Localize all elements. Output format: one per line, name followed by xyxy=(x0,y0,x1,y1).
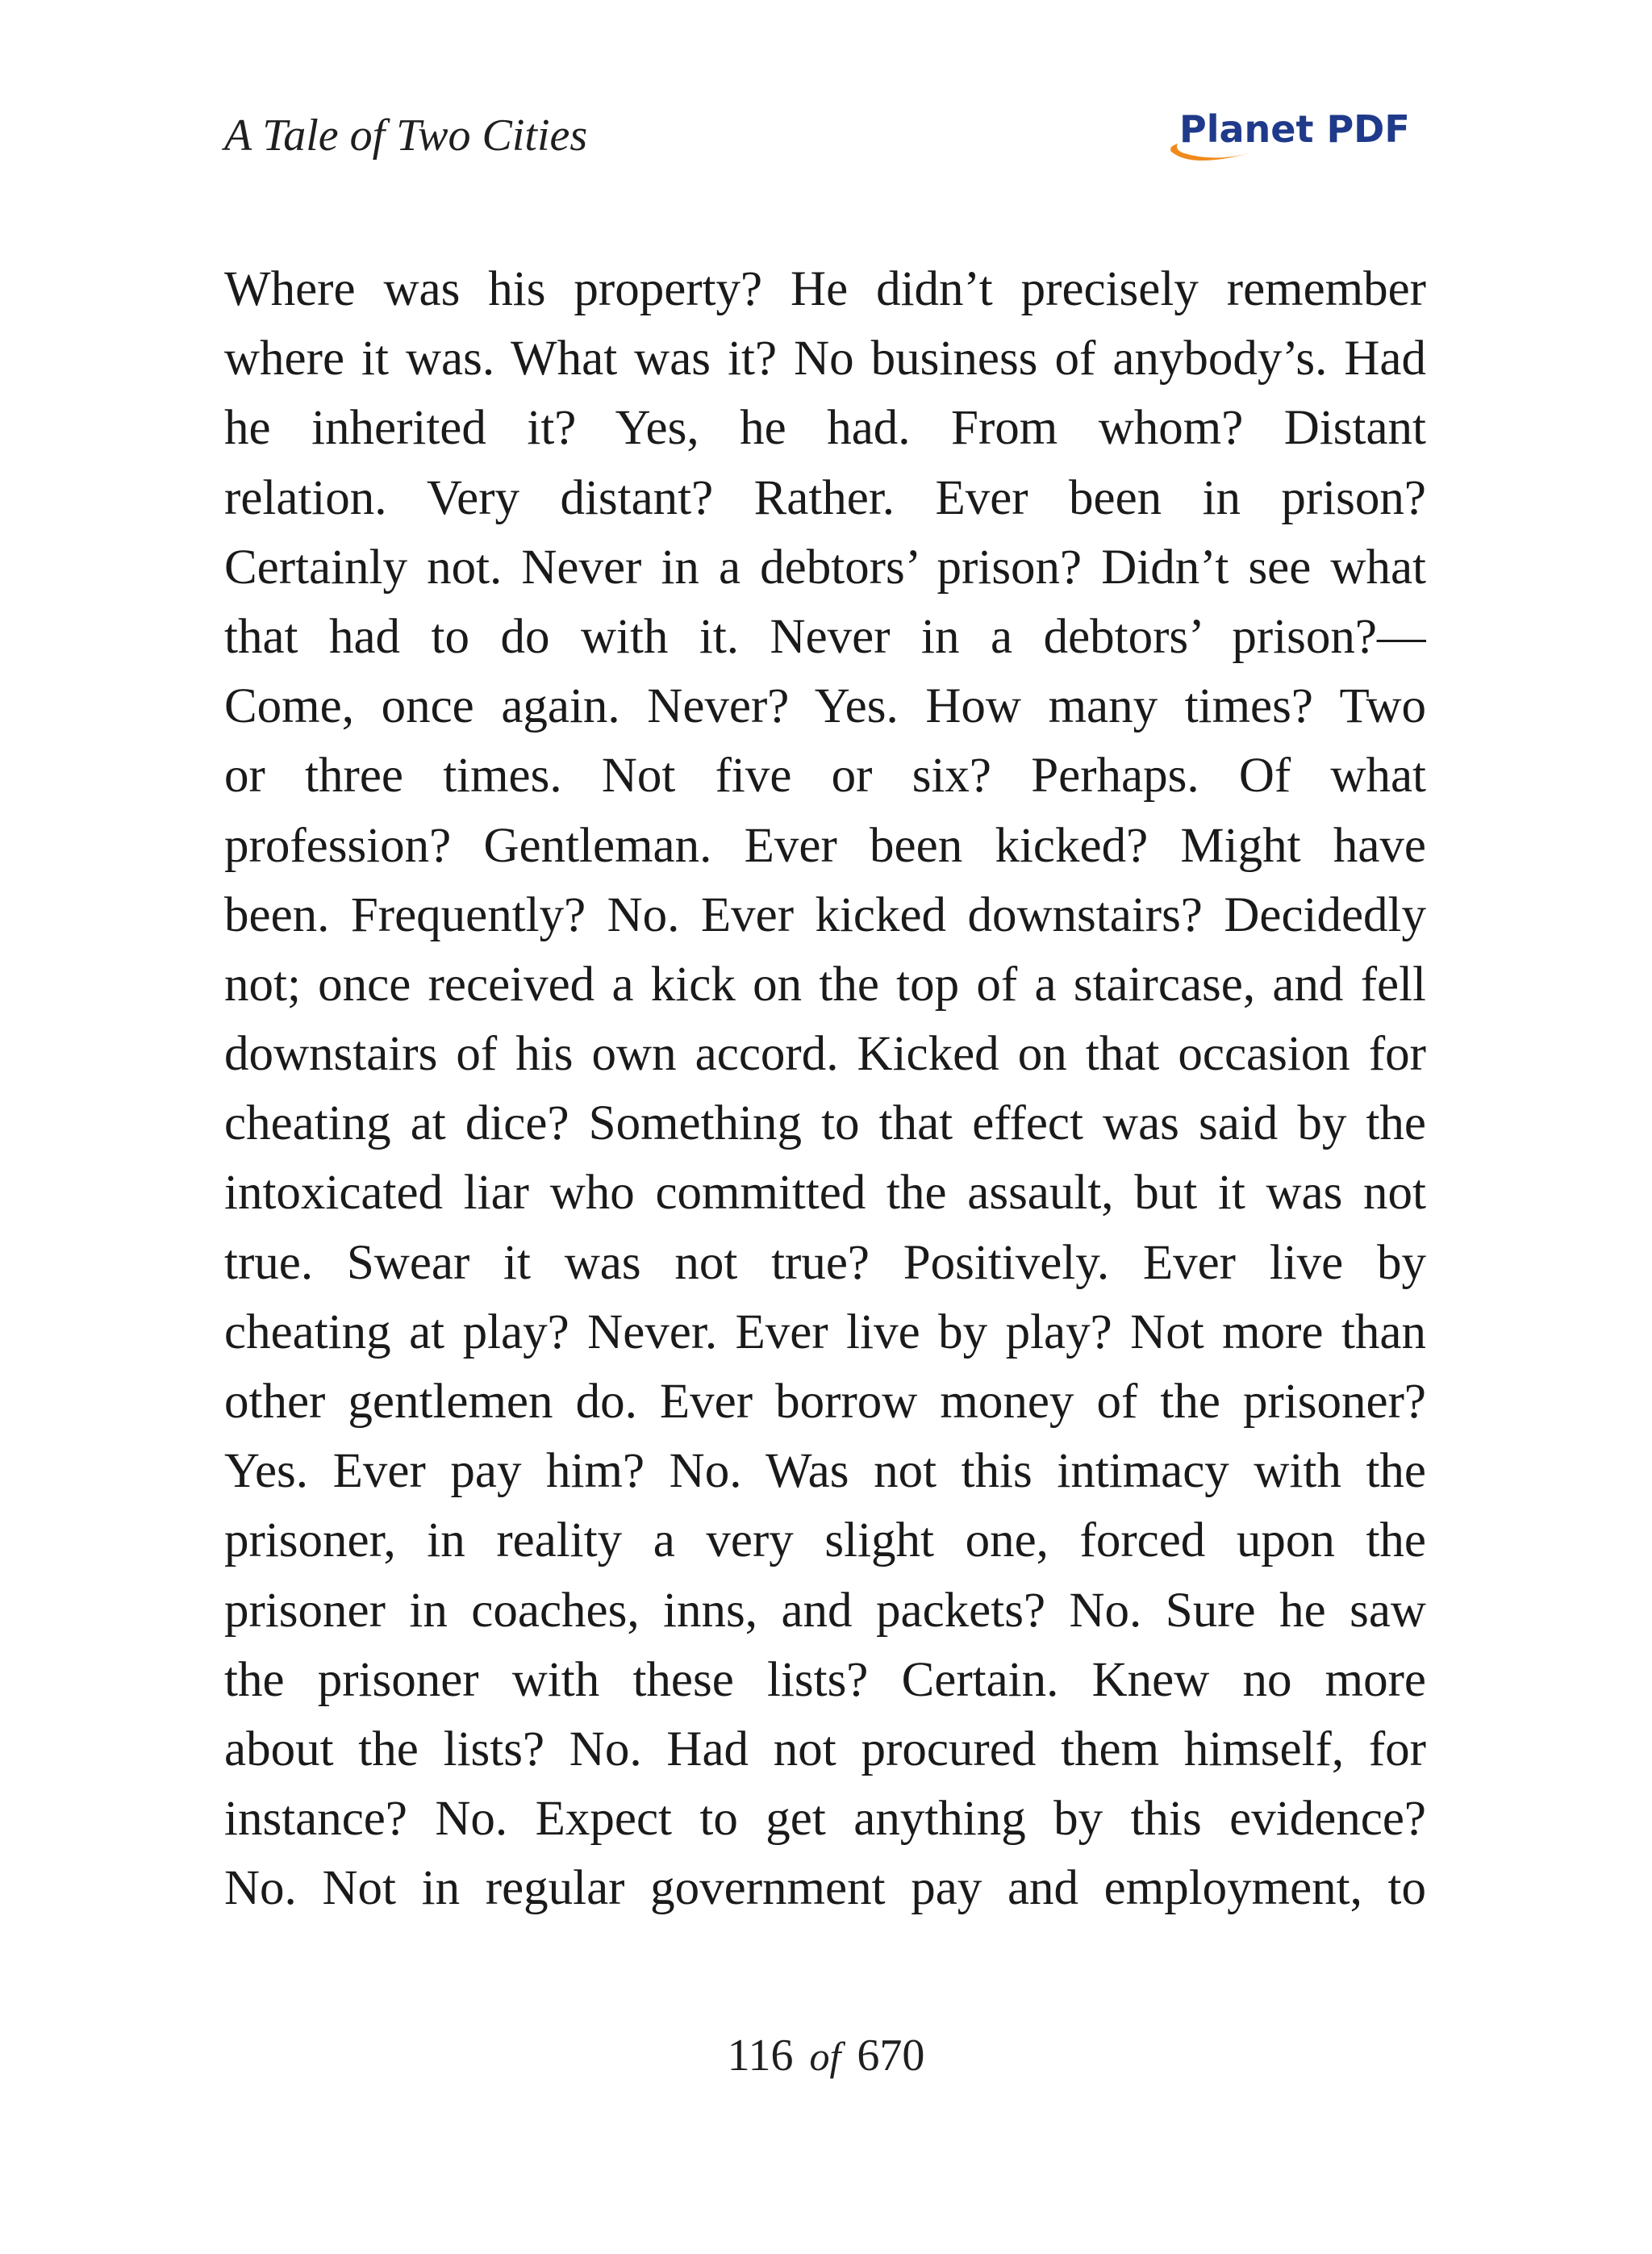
text-line: Yes. Ever pay him? No. Was not this intimacy with the xyxy=(224,1444,1426,1499)
text-line: intoxicated liar who committed the assault, but it was not xyxy=(224,1166,1426,1221)
current-page: 116 xyxy=(727,2031,794,2081)
text-line: cheating at play? Never. Ever live by play? Not more than xyxy=(224,1304,1426,1359)
page-of-label: of xyxy=(809,2034,841,2079)
text-line: profession? Gentleman. Ever been kicked? Might have xyxy=(224,818,1426,873)
text-line: or three times. Not five or six? Perhaps. Of what xyxy=(224,749,1426,804)
page-header xyxy=(224,103,1426,176)
planet-pdf-logo-icon xyxy=(1160,102,1426,166)
book-title: A Tale of Two Cities xyxy=(224,111,588,161)
text-line: prisoner, in reality a very slight one, forced upon the xyxy=(224,1513,1426,1568)
text-line: that had to do with it. Never in a debtors’ prison?— xyxy=(224,609,1426,664)
logo-text: Planet PDF xyxy=(1179,107,1410,151)
text-line: been. Frequently? No. Ever kicked downstairs? Decidedly xyxy=(224,887,1426,942)
text-line: other gentlemen do. Ever borrow money of the prisoner? xyxy=(224,1375,1426,1429)
text-line: he inherited it? Yes, he had. From whom? Distant xyxy=(224,401,1426,456)
text-line: about the lists? No. Had not procured them himself, for xyxy=(224,1722,1426,1776)
text-line: Where was his property? He didn’t precisely remember xyxy=(224,262,1426,316)
page-number xyxy=(0,2023,1652,2089)
total-pages: 670 xyxy=(857,2031,925,2081)
text-line: No. Not in regular government pay and employment, to xyxy=(224,1861,1426,1916)
text-line: Come, once again. Never? Yes. How many times? Two xyxy=(224,679,1426,734)
text-line: instance? No. Expect to get anything by this evidence? xyxy=(224,1792,1426,1847)
planet-pdf-logo xyxy=(1160,102,1426,166)
text-line: where it was. What was it? No business of anybody’s. Had xyxy=(224,332,1426,386)
text-line: prisoner in coaches, inns, and packets? No. Sure he saw xyxy=(224,1583,1426,1638)
text-line: not; once received a kick on the top of a staircase, and fell xyxy=(224,957,1426,1012)
text-line: downstairs of his own accord. Kicked on that occasion for xyxy=(224,1027,1426,1082)
text-line: the prisoner with these lists? Certain. Knew no more xyxy=(224,1652,1426,1707)
body-text xyxy=(224,255,1426,1924)
text-line: relation. Very distant? Rather. Ever been in prison? xyxy=(224,470,1426,525)
text-line: Certainly not. Never in a debtors’ prison? Didn’t see what xyxy=(224,540,1426,595)
text-line: cheating at dice? Something to that effect was said by the xyxy=(224,1096,1426,1151)
text-line: true. Swear it was not true? Positively. Ever live by xyxy=(224,1235,1426,1290)
